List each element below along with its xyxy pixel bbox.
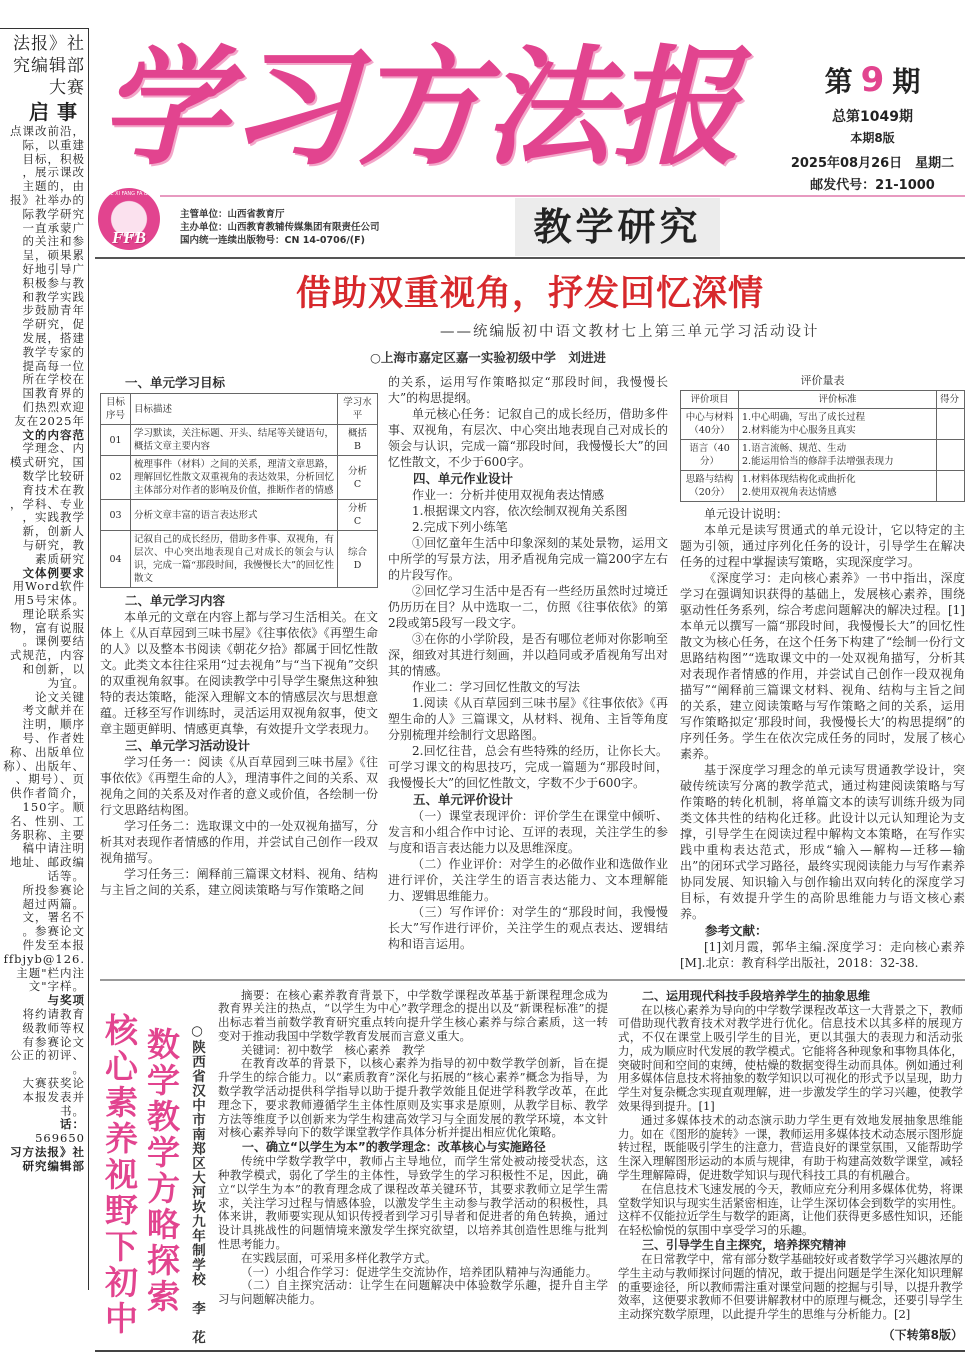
notice-line: 物，富有说服	[10, 620, 85, 635]
section-heading: 三、引导学生自主探究，培养探究精神	[642, 1238, 847, 1253]
sidebar-notice-column	[0, 28, 89, 1290]
paragraph: 2.回忆往昔，总会有些特殊的经历，让你长大。可学习课文的构思技巧，完成一篇题为“那段时间，我慢慢长大”的回忆性散文，字数不少于600字。	[388, 744, 668, 790]
notice-line: 。	[72, 1062, 85, 1077]
level-label: 综合	[347, 547, 367, 558]
notice-line: 论文关键	[35, 689, 85, 704]
notice-line: 有参赛论文	[22, 1034, 85, 1049]
notice-line: ，学科、专业	[10, 496, 85, 511]
article1-columns	[100, 374, 965, 971]
issue-prefix: 第	[824, 65, 853, 98]
notice-line: 究编辑部	[13, 56, 85, 76]
notice-line: 与奖项	[47, 993, 85, 1008]
keywords: 关键词：初中数学 核心素养 教学	[241, 1042, 425, 1057]
level-grade: B	[354, 441, 361, 452]
table-row	[681, 471, 965, 502]
notice-line: 理论联系实	[22, 606, 85, 621]
notice-line: 启事	[29, 100, 85, 124]
table-row	[681, 409, 965, 440]
header-cell: 目标描述	[131, 394, 338, 425]
notice-line: 式规范，内容	[10, 648, 85, 663]
article-column-2	[388, 374, 668, 952]
criterion: 2.使用双视角表达情感	[742, 487, 837, 498]
paragraph: 在实践层面，可采用多样化教学方式。	[241, 1250, 437, 1265]
notice-line: 提高每一位	[22, 358, 85, 373]
article2-title-part2: 数学教学方略探索	[142, 1026, 181, 1315]
notice-line: 务职称、主要	[10, 827, 85, 842]
table-row	[101, 425, 378, 456]
section-heading: 一、确立“以学生为本”的教学理念：改革核心与实施路径	[242, 1140, 546, 1155]
section-heading: 四、单元作业设计	[413, 471, 514, 486]
notice-line: 际教学研究	[22, 206, 85, 221]
notice-line: ，实践教学	[22, 510, 85, 525]
notice-line: 目标，积极	[22, 151, 85, 166]
issue-number	[785, 60, 960, 102]
notice-line: ，展示课改	[22, 165, 85, 180]
score-cell[interactable]	[937, 471, 965, 502]
cn-number: 国内统一连续出版物号：CN 14-0706/(F)	[180, 235, 365, 246]
newspaper-logo	[98, 188, 160, 250]
notice-line: 发展，搭建	[22, 330, 85, 345]
notice-line: 超过两篇。	[22, 896, 85, 911]
header-cell: 学习水平	[338, 394, 378, 425]
paragraph: 1.阅读《从百草园到三味书屋》《往事依依》《再塑生命的人》三篇课文，从材料、视角、主旨等角度分别梳理并绘制行文思路图。	[388, 696, 668, 742]
paragraph: ③在你的小学阶段，是否有哪位老师对你影响至深，细致对其进行刻画，并以趋同或矛盾视角写出对其的情感。	[388, 632, 668, 678]
article2-author: ○陕西省汉中市南郑区大河坎九年制学校 李 花	[189, 1022, 205, 1344]
paragraph: 1.根据课文内容，依次绘制双视角关系图	[412, 504, 628, 518]
notice-line: 号、作者姓	[22, 731, 85, 746]
table-header-row	[101, 394, 378, 425]
goal-level	[338, 500, 378, 531]
notice-line: 用5号宋体。	[14, 593, 85, 608]
sponsor: 主办单位：山西教育教辅传媒集团有限责任公司	[180, 222, 380, 233]
paragraph: 2.完成下列小练笔	[412, 520, 508, 534]
notice-line: 。参赛论文	[22, 924, 85, 939]
article-column-1	[100, 374, 378, 898]
notice-line: 所投参赛论	[22, 882, 85, 897]
paragraph: 在信息技术飞速发展的今天，教师应充分利用多媒体优势，将课堂数学知识与现实生活紧密相连，让学生深切体会到数学的实用性。这样不仅能拉近学生与数学的距离，让他们获得更多感性知识，还能在轻松愉悦的氛围中享受学习的乐趣。	[618, 1181, 963, 1238]
rubric-caption: 评价量表	[800, 374, 845, 387]
section-heading: 二、运用现代科技手段培养学生的抽象思维	[642, 988, 871, 1003]
notice-line: 稿中请注明	[22, 841, 85, 856]
rubric-item: 思路与结构（20分）	[681, 471, 739, 502]
goal-no: 04	[101, 531, 131, 588]
notice-line: 积极参与教	[22, 275, 85, 290]
table-row	[101, 531, 378, 588]
notice-line: 文体例要求	[22, 565, 85, 580]
notice-line: 大赛	[49, 78, 85, 98]
notice-line: 569650	[35, 1131, 85, 1146]
notice-line: 、期号）、页	[15, 772, 85, 787]
article2-title-part1: 核心素养视野下初中	[100, 1012, 139, 1337]
header-cell: 得分	[937, 391, 965, 409]
article-headline: 借助双重视角，抒发回忆深情	[295, 274, 764, 314]
score-cell[interactable]	[937, 409, 965, 440]
paragraph: 单元设计说明：	[704, 507, 789, 521]
article-subtitle: ——统编版初中语文教材七上第三单元学习活动设计	[440, 324, 820, 340]
postal-code: 邮发代号：21-1000	[810, 178, 935, 193]
article-author: ○上海市嘉定区嘉一实验初级中学 刘进进	[370, 350, 606, 365]
score-cell[interactable]	[937, 440, 965, 471]
notice-line: 和创新，以	[22, 662, 85, 677]
table-row	[681, 440, 965, 471]
notice-line: 的关注和参	[22, 234, 85, 249]
issue-date: 2025年08月26日 星期二	[790, 156, 955, 171]
notice-line: 报》社举办的	[10, 192, 85, 207]
notice-line: 与研究，教	[22, 537, 85, 552]
notice-line: 模式研究，国	[10, 455, 85, 470]
rubric-table	[680, 390, 965, 502]
header-cell: 目标序号	[101, 394, 131, 425]
paragraph: （二）自主探究活动：让学生在问题解决中体验数学乐趣，提升自主学习与问题解决能力。	[218, 1278, 608, 1307]
paragraph: （一）课堂表现评价：评价学生在课堂中倾听、发言和小组合作中讨论、互评的表现，关注学生的参与度和语言表达能力以及思维深度。	[388, 809, 668, 855]
notice-line: 称）、出版年、	[3, 758, 85, 773]
notice-line: 级教师等权	[22, 1020, 85, 1035]
logo-ring-text: XUE XI FANG FA BAO	[103, 191, 155, 197]
goal-level	[338, 456, 378, 500]
criterion: 2.材料能为中心服务且真实	[742, 425, 856, 436]
paragraph: 学习任务一：阅读《从百草园到三味书屋》《往事依依》《再塑生命的人》，理清事件之间的关系、双视角之间的关系及对作者的意义或价值，各绘制一份行文思路结构图。	[100, 755, 378, 817]
level-grade: D	[353, 560, 362, 571]
article-divider	[100, 979, 965, 981]
paragraph: 本单元是读写贯通式的单元设计，它以特定的主题为引领，通过序列化任务的设计，引导学生在解决任务的过程中掌握读写策略，实现深度学习。	[680, 523, 965, 569]
notice-line: 称、出版单位	[10, 744, 85, 759]
paragraph: 学习任务二：选取课文中的一处双视角描写，分析其对表现作者情感的作用，并尝试自己创作一段双视角描写。	[100, 819, 378, 865]
notice-line: 话：	[60, 1117, 85, 1132]
notice-line: 注明，顺序	[22, 717, 85, 732]
paragraph: 基于深度学习理念的单元读写贯通教学设计，突破传统读写分离的教学范式，通过构建阅读策略与写作策略的转化机制，将单篇文本的读写训练升级为同类文体共性的结构化迁移。此设计以元认知理论为支撑，引导学生在阅读过程中解构文本策略，在写作实践中重构表达范式，形成“输入—解构—迁移—输出”的闭环式学习路径，最终实现阅读能力与写作素养协同发展、知识输入与创作输出双向转化的深度学习目标，有效提升学生的高阶思维能力与语文核心素养。	[680, 763, 965, 921]
bottom-rule	[95, 1350, 965, 1352]
level-grade: C	[353, 516, 362, 527]
paragraph: （二）作业评价：对学生的必做作业和选做作业进行评价，关注学生的语言表达能力、文本理解能力、逻辑思维能力。	[388, 857, 668, 903]
goal-no: 02	[101, 456, 131, 500]
table-row	[101, 456, 378, 500]
rubric-criteria	[739, 471, 937, 502]
article-body-area	[100, 374, 965, 1352]
article2-column-2	[618, 989, 963, 1345]
goal-no: 03	[101, 500, 131, 531]
section-heading: 三、单元学习活动设计	[125, 738, 251, 753]
notice-line: 研究编辑部	[22, 1158, 85, 1173]
paragraph: 学习任务三：阐释前三篇课文材料、视角、结构与主旨之间的关系，建立阅读策略与写作策略之间	[100, 867, 378, 897]
goal-desc: 记叙自己的成长经历，借助多件事、双视角，有层次、中心突出地表现自己对成长的领会与认识，完成一篇“那段时间，我慢慢长大”的回忆性散文	[131, 531, 338, 588]
paragraph: 作业一：分析并使用双视角表达情感	[412, 488, 605, 502]
notice-line: ffbjyb@126.	[3, 951, 85, 966]
section-heading: 一、单元学习目标	[125, 375, 226, 390]
article2-area	[100, 989, 965, 1345]
notice-line: 。课例要结	[22, 634, 85, 649]
notice-line: 习方法报》社	[10, 1144, 85, 1159]
publisher-info	[180, 208, 380, 247]
paragraph: ②回忆学习生活中是否有一些经历虽然时过境迁仍历历在目？从中选取一二，仿照《往事依依》的第2段或第5段写一段文字。	[388, 584, 668, 630]
criterion: 1.中心明确，写出了成长过程	[742, 412, 866, 423]
notice-line: 件发至本报	[22, 938, 85, 953]
notice-line: 大赛获奖论	[22, 1075, 85, 1090]
logo-mark: FFB	[111, 228, 147, 247]
section-heading: 五、单元评价设计	[413, 792, 514, 807]
notice-line: 数学比较研	[22, 468, 85, 483]
notice-line: 学研究，促	[22, 317, 85, 332]
notice-line: 和教学实践	[22, 289, 85, 304]
article-column-3	[680, 374, 965, 971]
header-cell: 评价项目	[681, 391, 739, 409]
abstract: 摘要：在核心素养教育背景下，中学数学课程改革基于新课程理念成为教育界关注的热点，“以学生为中心”教学理念的提出以及“新课程标准”的提出标志着当前数学教育研究重点转向提升学生核心素养与综合素质，这一转变对于推动我国中学数学教育发展而言意义重大。	[218, 987, 608, 1043]
paragraph: 在教育改革的背景下，以核心素养为指导的初中数学教学创新，旨在提升学生的综合能力。以“素质教育”深化与拓展的“核心素养”概念为指导，为数学教学活动提供科学指导以助于提升教学效能且促进学科教学改革，在此理念下，要求教师遵循学生主体性原则及实事求是原则，从教学目标、教学方法等维度予以创新来为学生构建高效学习与全面发展的教学环境，本文针对核心素养导向下的数学课堂教学作具体分析并提出相应优化策略。	[218, 1056, 608, 1140]
rubric-criteria	[739, 409, 937, 440]
header-divider	[95, 257, 965, 259]
learning-goals-table	[100, 393, 378, 588]
notice-line: 为宜。	[47, 675, 85, 690]
table-header-row	[681, 391, 965, 409]
notice-line: 友在2025年	[14, 413, 85, 428]
notice-line: 一直承蒙广	[22, 220, 85, 235]
goal-desc: 学习默读，关注标题、开头、结尾等关键语句，概括文章主要内容	[131, 425, 338, 456]
notice-line: 话等。	[47, 869, 85, 884]
level-label: 分析	[347, 503, 367, 514]
paragraph: 通过多媒体技术的动态演示助力学生更有效地发展抽象思维能力。如在《图形的旋转》一课，教师运用多媒体技术动态展示图形旋转过程，既能吸引学生的注意力，营造良好的课堂氛围，又能帮助学生深入理解图形运动的本质与规律，有助于构建高效数学课堂，减轻学生理解障碍，促进数学知识与现代科技工具的有机融合。	[618, 1112, 963, 1183]
notice-line: 150字。顺	[22, 800, 85, 815]
paragraph: 在日常教学中，常有部分数学基础较好或者数学学习兴趣浓厚的学生主动与教师探讨问题的情况，敢于提出问题是学生深化知识理解的重要途径，所以教师需注重对课堂问题的挖掘与引导，以提升教学效率，这便要求教师不但要讲解教材中的原理与概念，还要引导学生主动探究数学原理，以此提升学生的思维与分析能力。[2]	[618, 1252, 963, 1322]
notice-line: 公正的初评、	[10, 1048, 85, 1063]
continued-on-page: （下转第8版）	[882, 1328, 963, 1343]
header-cell: 评价标准	[739, 391, 937, 409]
paragraph: 单元核心任务：记叙自己的成长经历，借助多件事、双视角，有层次、中心突出地表现自己对成长的领会与认识，完成一篇“那段时间，我慢慢长大”的回忆性散文，不少于600字。	[388, 407, 668, 469]
paragraph: 的关系，运用写作策略拟定“那段时间，我慢慢长大”的构思提纲。	[388, 375, 668, 405]
notice-line: 新，创新人	[22, 524, 85, 539]
rubric-item: 中心与材料（40分）	[681, 409, 739, 440]
goal-desc: 分析文章丰富的语言表达形式	[131, 500, 338, 531]
paragraph: 本单元的文章在内容上都与学习生活相关。在文体上《从百草园到三味书屋》《往事依依》《再塑生命的人》以及整本书阅读《朝花夕拾》都属于回忆性散文。此类文本往往采用“过去视角”与“当下视角”交织的双重视角叙事。在阅读教学中引导学生聚焦这种独特的表达策略，能深入理解文本的情感层次与思想意蕴。迁移至写作训练时，灵活运用双视角叙事，使文章主题更鲜明、情感更真挚，有效提升文学表现力。	[100, 610, 378, 736]
notice-line: 们热烈欢迎	[22, 399, 85, 414]
criterion: 2.能运用恰当的修辞手法增强表现力	[742, 456, 894, 467]
notice-line: 主题"栏内注	[16, 965, 85, 980]
level-label: 概括	[347, 428, 367, 439]
goal-level	[338, 425, 378, 456]
notice-line: 际，以重建	[22, 137, 85, 152]
table-row	[101, 500, 378, 531]
notice-line: 点课改前沿，	[10, 124, 85, 138]
reference-item: [1]刘月霞，郭华主编.深度学习：走向核心素养[M].北京：教育科学出版社，2018：32-38.	[680, 940, 965, 970]
notice-line: 好地引导广	[22, 261, 85, 276]
notice-line: 文"字样。	[28, 979, 85, 994]
issue-number-value: 9	[860, 60, 885, 100]
notice-line: 用Word软件	[12, 579, 85, 594]
paragraph: 在以核心素养为导向的中学数学课程改革这一大背景之下，教师可借助现代教育技术对教学进行优化。信息技术以其多样的展现方式，不仅在课堂上吸引学生的目光，更以其强大的表现力和活动张力，成为顺应时代发展的教学模式。它能将各种现象和事物具体化，突破时间和空间的束缚，使枯燥的数据变得生动而具体。例如通过利用多媒体信息技术将抽象的数学知识以可视化的形式予以呈现，助力学生对复杂概念实现直观理解，进一步激发学生的学习兴趣，使教学效果得到提升。[1]	[618, 1002, 963, 1114]
paragraph: 作业二：学习回忆性散文的写法	[412, 680, 581, 694]
notice-line: 将约请教育	[22, 1007, 85, 1021]
notice-line: 所在学校在	[22, 372, 85, 387]
notice-line: 供作者简介，	[10, 786, 85, 801]
notice-line: 法报》社	[13, 34, 85, 54]
notice-line: 呈，硕果累	[22, 248, 85, 263]
criterion: 1.语言流畅、规范、生动	[742, 443, 847, 454]
goal-no: 01	[101, 425, 131, 456]
issue-suffix: 期	[892, 65, 921, 98]
level-grade: C	[353, 478, 362, 490]
notice-line: 步鼓励青年	[22, 303, 85, 318]
paragraph: ①回忆童年生活中印象深刻的某处景物，运用文中所学的写景方法，用矛盾视角完成一篇200字左右的片段写作。	[388, 536, 668, 582]
notice-line: 主题的，由	[22, 179, 85, 194]
notice-line: 文的内容范	[22, 427, 85, 442]
references-heading: 参考文献：	[705, 923, 768, 938]
level-label: 分析	[347, 465, 367, 477]
paragraph: （一）小组合作学习：促进学生交流协作，培养团队精神与沟通能力。	[241, 1264, 598, 1279]
total-issue: 总第1049期	[832, 109, 913, 125]
page-count: 本期8版	[850, 131, 895, 145]
notice-line: 名、性别、工	[10, 813, 85, 828]
notice-line: 考文献并在	[22, 703, 85, 718]
paragraph: （三）写作评价：对学生的“那段时间，我慢慢长大”写作进行评价，关注学生的观点表达、逻辑结构和语言运用。	[388, 905, 668, 951]
notice-line: 育技术在教	[22, 482, 85, 497]
paragraph: 传统中学数学教学中，教师占主导地位，而学生常处被动接受状态，这种教学模式，弱化了学生的主体性，导致学生的学习积极性不足，因此，确立“以学生为本”的教育理念成了课程改革关键环节，其要求教师立足学生需求，关注学习过程与情感体验，以激发学生主动参与教学活动的积极性，具体来讲，教师要实现从知识传授者到学习引导者和促进者的角色转换，通过设计具挑战性的问题情境来激发学生探究欲望，以培养其创造性思维与批判性思考能力。	[218, 1154, 608, 1252]
masthead-divider	[160, 195, 965, 197]
notice-line: 国教育界的	[22, 386, 85, 401]
paragraph: 《深度学习：走向核心素养》一书中指出，深度学习在强调知识获得的基础上，发展核心素养，围绕驱动性任务系列，综合考虑问题解决的解决过程。[1]本单元以撰写一篇“那段时间，我慢慢长大”的回忆性散文为核心任务，在这个任务下构建了“绘制一份行文思路结构图”“选取课文中的一处双视角描写，分析其对表现作者情感的作用，并尝试自己创作一段双视角描写”“阐释前三篇课文材料、视角、结构与主旨之间的关系，建立阅读策略与写作策略之间的关系，运用写作策略拟定‘那段时间，我慢慢长大’的构思提纲”的序列任务。学生在依次完成任务的同时，发展了核心素养。	[680, 571, 965, 761]
criterion: 1.材料体现结构化或曲折化	[742, 474, 856, 485]
article2-column-1	[218, 989, 608, 1308]
notice-line: 教学专家的	[22, 344, 85, 359]
notice-line: 素质研究	[35, 551, 85, 566]
rubric-item: 语言（40分）	[681, 440, 739, 471]
supervisor: 主管单位：山西省教育厅	[180, 209, 285, 220]
goal-desc: 梳理事件（材料）之间的关系，理清文章思路，理解回忆性散文双重视角的表达效果，分析回忆主体部分对作者的影响及价值，推断作者的情感	[131, 456, 338, 500]
section-title: 教学研究	[515, 198, 720, 256]
goal-level	[338, 531, 378, 588]
newspaper-masthead-title: 学习方法报	[100, 33, 741, 183]
notice-line: 本报发表并	[22, 1089, 85, 1104]
rubric-criteria	[739, 440, 937, 471]
notice-line: 地址、邮政编	[10, 855, 85, 870]
notice-line: 书。	[60, 1103, 85, 1118]
notice-line: 文，署名不	[22, 910, 85, 925]
section-heading: 二、单元学习内容	[125, 593, 226, 608]
notice-line: 学理念、内	[22, 441, 85, 456]
